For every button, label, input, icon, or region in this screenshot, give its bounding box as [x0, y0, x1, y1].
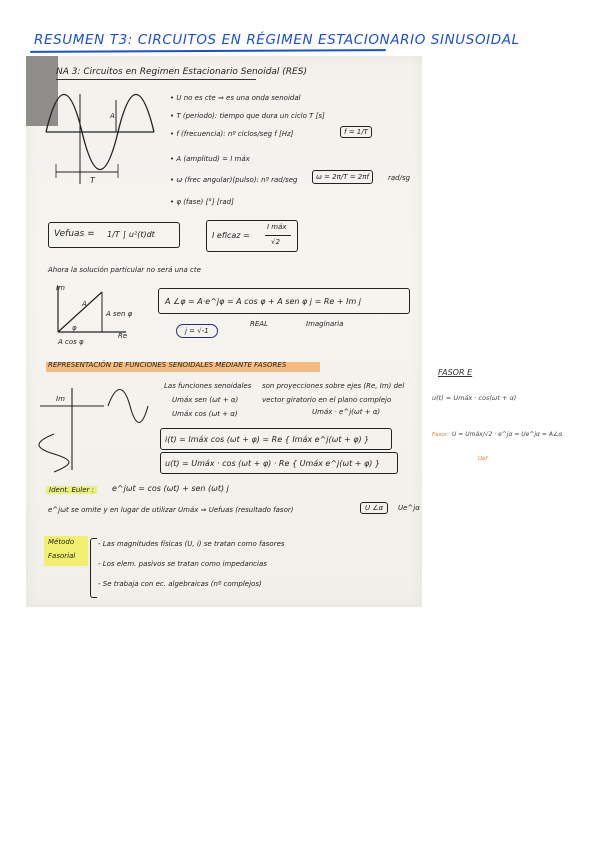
bullet-item: • φ (fase) [°] [rad] — [170, 198, 234, 206]
projection-sketch — [38, 384, 148, 474]
angle-label: φ — [72, 324, 77, 332]
metodo-item: - Los elem. pasivos se tratan como impedancias — [98, 560, 267, 568]
frequency-formula: f = 1/T — [340, 126, 372, 138]
ieficaz-left: I eficaz = — [212, 231, 250, 240]
real-part-label: REAL — [250, 320, 268, 328]
omega-units: rad/sg — [388, 174, 411, 182]
note-left: Las funciones senoidales — [164, 382, 252, 390]
fraction-bar — [265, 235, 291, 236]
note-right: son proyecciones sobre ejes (Re, Im) del — [262, 382, 405, 390]
voltage-equation: u(t) = Umáx · cos (ωt + φ) · Re { Umáx e^j(ωt + φ) } — [160, 452, 398, 474]
section-heading: NA 3: Circuitos en Regimen Estacionario Senoidal (RES) — [56, 67, 307, 77]
metodo-bracket — [90, 538, 97, 598]
title-underline — [30, 49, 386, 53]
current-equation: i(t) = Imáx cos (ωt + φ) = Re { Imáx e^j(ωt + φ) } — [160, 428, 392, 450]
euler-form-box: A ∠φ = A·e^jφ = A cos φ + A sen φ j = Re + Im j — [158, 288, 410, 314]
vef-formula-box — [48, 222, 180, 248]
heading-underline — [56, 79, 256, 80]
section-title: REPRESENTACIÓN DE FUNCIONES SENOIDALES MEDIANTE FASORES — [48, 361, 287, 369]
j-definition: j = √-1 — [176, 324, 218, 338]
note-right: Umáx · e^j(ωt + α) — [312, 408, 381, 416]
side-notes-line: u(t) = Umáx · cos(ωt + α) — [432, 394, 517, 402]
opp-label: A sen φ — [106, 310, 133, 318]
bullet-item: • U no es cte ⇒ es una onda senoidal — [170, 94, 301, 102]
metodo-item: - Se trabaja con ec. algebraicas (nº complejos) — [98, 580, 262, 588]
note-left: Umáx cos (ωt + α) — [172, 410, 238, 418]
adj-label: A cos φ — [58, 338, 84, 346]
ieficaz-formula-box — [206, 220, 298, 252]
metodo-label: Fasorial — [48, 552, 76, 560]
metodo-item: - Las magnitudes físicas (U, i) se tratan como fasores — [98, 540, 285, 548]
bullet-item: • A (amplitud) = I máx — [170, 155, 250, 163]
vef-left: Vefuas = — [54, 229, 95, 239]
ieficaz-num: I máx — [267, 223, 287, 231]
bullet-item: • T (periodo): tiempo que dura un ciclo T [s] — [170, 112, 325, 120]
phasor-result-tail: Ue^jα — [398, 504, 420, 512]
ieficaz-den: √2 — [271, 238, 280, 246]
bullet-item: • ω (frec angular)(pulso): nº rad/seg — [170, 176, 298, 184]
amplitude-label: A — [110, 112, 115, 120]
metodo-label: Método — [48, 538, 75, 546]
axis-im-label: Im — [56, 284, 65, 292]
bullet-item: • f (frecuencia): nº ciclos/seg f [Hz] — [170, 130, 294, 138]
sine-wave-graph — [42, 92, 160, 188]
page-title: RESUMEN T3: CIRCUITOS EN RÉGIMEN ESTACIONARIO SINUSOIDAL — [34, 32, 520, 48]
note-right: vector giratorio en el plano complejo — [262, 396, 392, 404]
euler-identity: e^jωt = cos (ωt) + sen (ωt) j — [112, 484, 229, 493]
period-label: T — [90, 176, 95, 185]
hyp-label: A — [82, 300, 87, 308]
side-notes-fasor-prefix: Fasor: — [432, 432, 449, 438]
phasor-result: U ∠α — [360, 502, 388, 514]
side-notes-uef: Uef — [478, 456, 488, 462]
axis-re-label: Re — [118, 332, 128, 340]
side-notes-title: FASOR E — [438, 368, 473, 377]
note-left: Umáx sen (ωt + α) — [172, 396, 239, 404]
vef-body: 1/T ∫ u²(t)dt — [107, 230, 155, 239]
imaginary-part-label: Imaginaria — [306, 320, 344, 328]
particular-solution-note: Ahora la solución particular no será una cte — [48, 266, 201, 274]
euler-label: Ident. Euler : — [46, 486, 97, 494]
side-notes-line: U = Umáx/√2 · e^jα = Ue^jα = A∠α — [452, 431, 563, 438]
omega-formula: ω = 2π/T = 2πf — [312, 170, 373, 184]
small-graph-label: Im — [56, 395, 65, 403]
omit-note: e^jωt se omite y en lugar de utilizar Umáx ⇒ Uefuas (resultado fasor) — [48, 506, 294, 514]
